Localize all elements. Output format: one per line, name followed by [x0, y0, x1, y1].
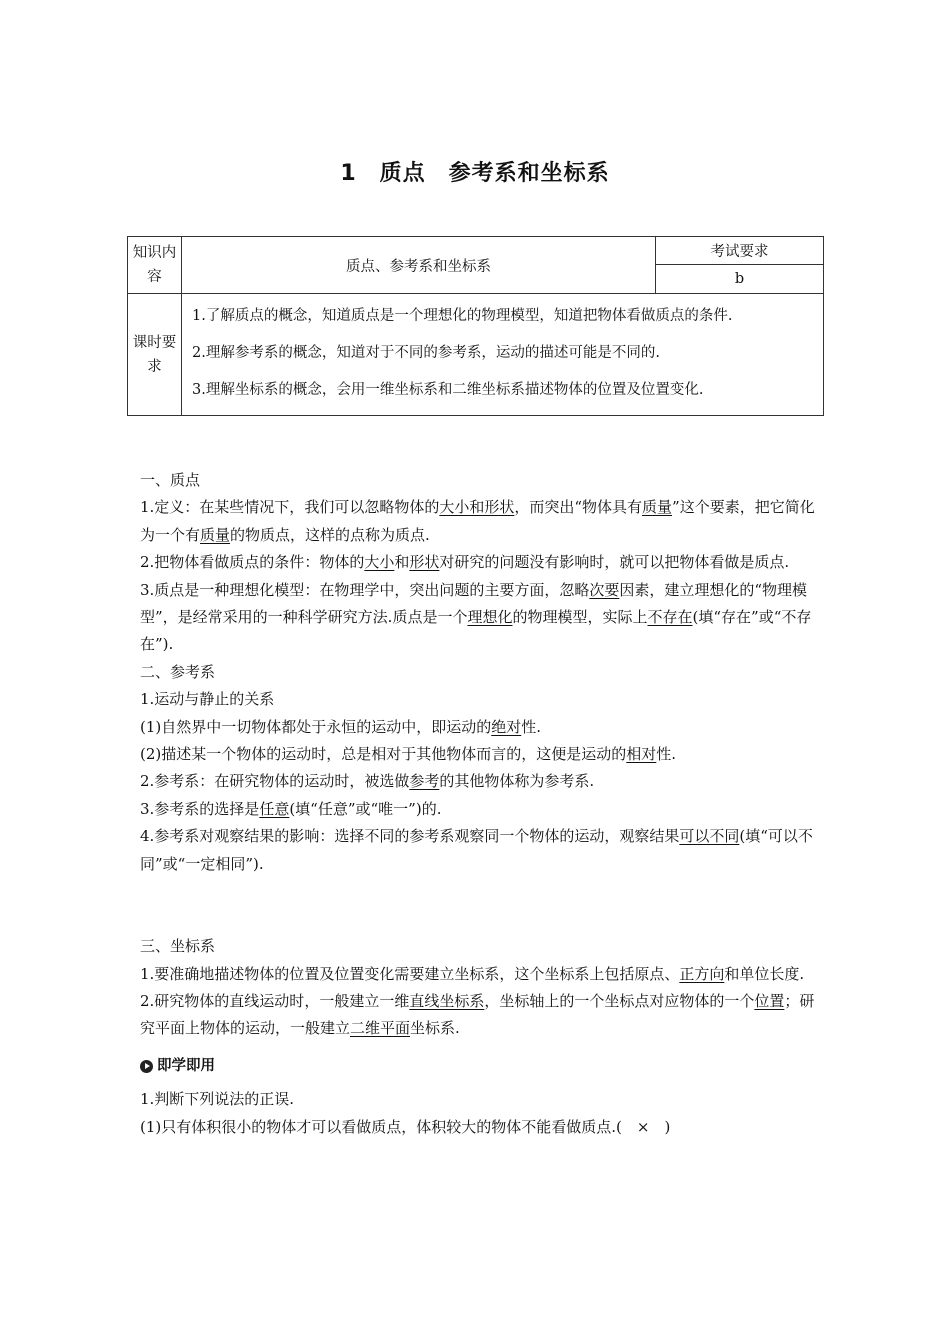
paragraph: 1.要准确地描述物体的位置及位置变化需要建立坐标系，这个坐标系上包括原点、正方向和单位长度. [140, 964, 805, 983]
section-heading: 二、参考系 [140, 662, 216, 681]
blank-answer: 可以不同 [679, 827, 740, 846]
main-content [140, 467, 815, 1141]
blank-answer: 任意 [259, 799, 290, 818]
blank-answer: 不存在 [647, 608, 693, 627]
blank-answer: 相对 [626, 745, 657, 764]
blank-answer: 质量 [200, 525, 231, 544]
paragraph: 3.质点是一种理想化模型：在物理学中，突出问题的主要方面，忽略次要因素，建立理想化的“物理模型”，是经常采用的一种科学研究方法.质点是一个理想化的物理模型，实际上不存在(填“存在”或“不存在”). [140, 580, 812, 654]
spacer [140, 878, 815, 933]
knowledge-label: 知识内容 [128, 237, 182, 294]
blank-answer: 直线坐标系 [409, 991, 485, 1010]
requirement-item: 2.理解参考系的概念，知道对于不同的参考系，运动的描述可能是不同的. [192, 345, 660, 361]
blank-answer: 绝对 [491, 717, 522, 736]
question-item: (1)只有体积很小的物体才可以看做质点，体积较大的物体不能看做质点.( × ) [140, 1117, 671, 1136]
paragraph: 4.参考系对观察结果的影响：选择不同的参考系观察同一个物体的运动，观察结果可以不同(填“可以不同”或“一定相同”). [140, 827, 813, 873]
blank-answer: 理想化 [467, 608, 513, 627]
paragraph: (1)自然界中一切物体都处于永恒的运动中，即运动的绝对性. [140, 717, 542, 736]
question: 1.判断下列说法的正误. [140, 1090, 295, 1109]
blank-answer: 参考 [409, 772, 440, 791]
blank-answer: 质量 [642, 498, 673, 517]
paragraph: 1.运动与静止的关系 [140, 690, 275, 709]
blank-answer: 次要 [589, 580, 620, 599]
paragraph: 2.参考系：在研究物体的运动时，被选做参考的其他物体称为参考系. [140, 772, 595, 791]
blank-answer: 大小和形状 [439, 498, 515, 517]
blank-answer: 二维平面 [350, 1019, 411, 1038]
play-circle-icon [140, 1060, 153, 1073]
exam-level: b [656, 265, 824, 294]
requirements-list [182, 294, 824, 416]
requirements-table [127, 236, 824, 416]
blank-answer: 正方向 [679, 964, 725, 983]
requirement-item: 1.了解质点的概念，知道质点是一个理想化的物理模型，知道把物体看做质点的条件. [192, 308, 733, 324]
requirements-label: 课时要求 [128, 294, 182, 416]
page-title: 1 质点 参考系和坐标系 [340, 161, 610, 186]
blank-answer: 形状 [409, 553, 440, 572]
paragraph: (2)描述某一个物体的运动时，总是相对于其他物体而言的，这便是运动的相对性. [140, 745, 677, 764]
paragraph: 3.参考系的选择是任意(填“任意”或“唯一”)的. [140, 799, 442, 818]
requirement-item: 3.理解坐标系的概念，会用一维坐标系和二维坐标系描述物体的位置及位置变化. [192, 382, 704, 398]
paragraph: 2.把物体看做质点的条件：物体的大小和形状对研究的问题没有影响时，就可以把物体看做是质点. [140, 553, 790, 572]
blank-answer: 位置 [754, 991, 785, 1010]
paragraph: 2.研究物体的直线运动时，一般建立一维直线坐标系，坐标轴上的一个坐标点对应物体的一个位置；研究平面上物体的运动，一般建立二维平面坐标系. [140, 991, 815, 1038]
section-heading: 三、坐标系 [140, 937, 216, 956]
practice-heading: 即学即用 [140, 1053, 815, 1080]
exam-header: 考试要求 [656, 237, 824, 265]
answer-mark: × [621, 1117, 665, 1136]
blank-answer: 大小 [364, 553, 395, 572]
topic-cell: 质点、参考系和坐标系 [182, 237, 656, 294]
section-heading: 一、质点 [140, 471, 201, 489]
paragraph: 1.定义：在某些情况下，我们可以忽略物体的大小和形状，而突出“物体具有质量”这个要素，把它简化为一个有质量的物质点，这样的点称为质点. [140, 498, 815, 544]
